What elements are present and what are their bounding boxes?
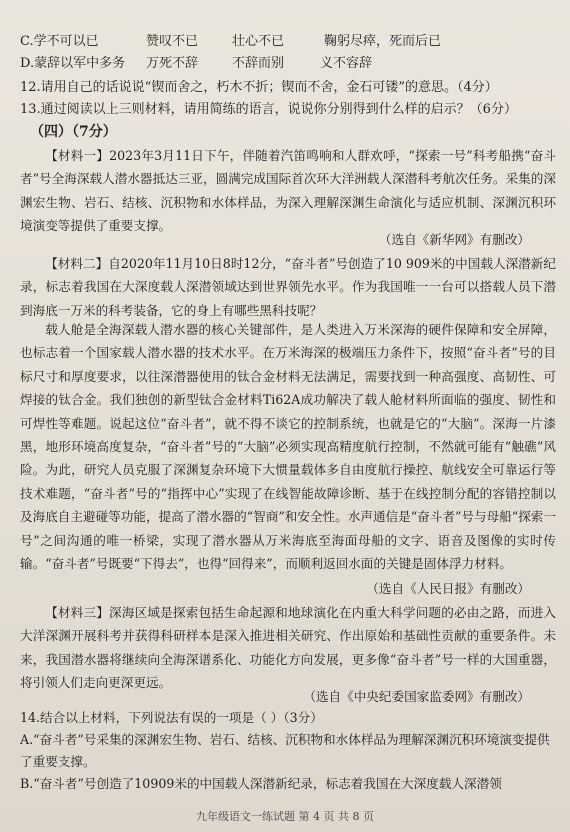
option-c-label: C.学不可以已 xyxy=(20,34,99,49)
material-3-source: （选自《中央纪委国家监委网》有删改） xyxy=(303,689,530,704)
material-2-intro: 【材料二】自2020年11月10日8时12分，“奋斗者”号创造了10 909米的中国载人深潜新纪录，标志着我国在大深度载人深潜领域达到世界领先水平。作为我国唯一一台可以搭载人员下潜到海底一万米的科考装备，它的身上有哪些黑科技呢？ xyxy=(20,256,556,318)
material-1-source: （选自《新华网》有删改） xyxy=(378,232,530,247)
page-footer: 九年级语文一练试题 第 4 页 共 8 页 xyxy=(196,810,374,823)
question-14-option-b: B.“奋斗者”号创造了10909米的中国载人深潜新纪录，标志着我国在大深度载人深潜领 xyxy=(20,776,502,791)
question-14-option-a: A.“奋斗者”号采集的深渊宏生物、岩石、结核、沉积物和水体样品为理解深渊沉积环境演变提供了重要支撑。 xyxy=(20,732,550,769)
material-2-source: （选自《人民日报》有删改） xyxy=(366,581,530,596)
option-c-word-2: 赞叹不已 xyxy=(146,34,199,49)
question-14: 14.结合以上材料，下列说法有误的一项是（ ）（3分） xyxy=(20,710,323,725)
question-12: 12.请用自己的话说说“锲而舍之，朽木不折；锲而不舍，金石可镂”的意思。（4分） xyxy=(20,80,498,95)
material-1-paragraph: 【材料一】2023年3月11日下午，伴随着汽笛鸣响和人群欢呼，“探索一号”科考船携“奋斗者”号全海深载人潜水器抵达三亚，圆满完成国际首次环大洋洲载人深潜科考航次任务。采集的深渊宏生物、岩石、结核、沉积物和水体样品，为深入理解深渊生命演化与适应机制、深渊沉积环境演变等提供了重要支撑。 xyxy=(20,148,556,234)
material-3-paragraph: 【材料三】深海区域是探索包括生命起源和地球演化在内重大科学问题的必由之路，而进入大洋深渊开展科考并获得科研样本是深入推进相关研究、作出原始和基础性贡献的重要条件。未来，我国潜水器将继续向全海深谱系化、功能化方向发展，更多像“奋斗者”号一样的大国重器，将引领人们走向更深更远。 xyxy=(20,605,556,691)
material-2-body: 载人舱是全海深载人潜水器的核心关键部件，是人类进入万米深海的硬件保障和安全屏障，也标志着一个国家载人潜水器的技术水平。在万米海深的极端压力条件下，按照“奋斗者”号的目标尺寸和厚度要求，以往深潜器使用的钛合金材料无法满足，需要找到一种高强度、高韧性、可焊接的钛合金。我们独创的新型钛合金材料Ti62A成功解决了载人舱材料所面临的强度、韧性和可焊性等难题。说起这位“奋斗者”，就不得不谈它的控制系统，也就是它的“大脑”。深海一片漆黑，地形环境高度复杂，“奋斗者”号的“大脑”必须实现高精度航行控制，不然就可能有“触礁”风险。为此，研究人员克服了深渊复杂环境下大惯量载体多自由度航行操控、航线安全可靠运行等技术难题，“奋斗者”号的“指挥中心”实现了在线智能故障诊断、基于在线控制分配的容错控制以及海底自主避碰等功能，提高了潜水器的“智商”和安全性。水声通信是“奋斗者”号与母船“探索一号”之间沟通的唯一桥梁，实现了潜水器从万米海底至海面母船的文字、语音及图像的实时传输。“奋斗者”号既要“下得去”，也得“回得来”，而顺利返回水面的关键是固体浮力材料。 xyxy=(20,322,556,572)
option-d-word-4: 义不容辞 xyxy=(320,56,373,71)
option-d-word-3: 不辞而别 xyxy=(232,56,285,71)
option-d-word-2: 万死不辞 xyxy=(146,56,199,71)
option-d-label: D.蒙辞以军中多务 xyxy=(20,56,126,71)
section-title: （四）（7分） xyxy=(30,124,117,140)
question-13: 13.通过阅读以上三则材料，请用简练的语言，说说你分别得到什么样的启示？（6分） xyxy=(20,102,517,117)
option-c-word-3: 壮心不已 xyxy=(232,34,285,49)
option-c-word-4: 鞠躬尽瘁，死而后已 xyxy=(324,34,442,49)
